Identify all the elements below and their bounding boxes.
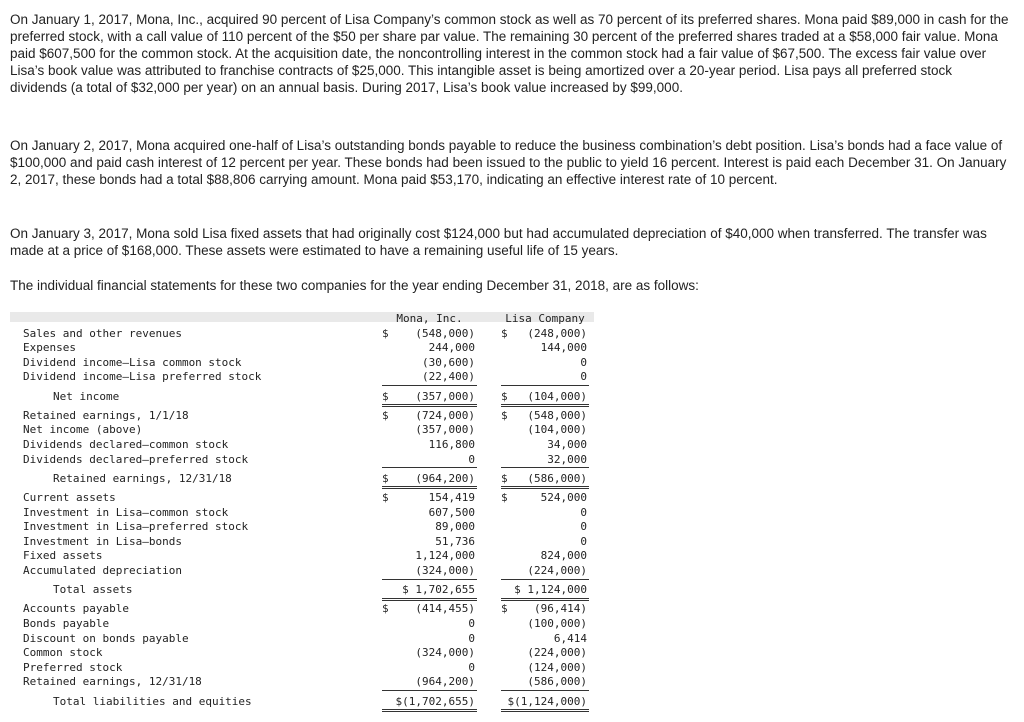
table-row [10,453,594,468]
lisa-value: 0 [580,534,587,548]
mona-value-cell [382,549,477,564]
table-row [10,583,594,598]
row-label: Expenses [23,341,76,355]
mona-value-cell [382,617,477,632]
row-label: Total assets [53,583,133,597]
dollar-sign: $ [382,326,389,340]
lisa-value: $ 1,124,000 [514,583,587,597]
table-row [10,535,594,550]
lisa-value: 6,414 [553,631,587,645]
lisa-value-cell [501,472,589,490]
mona-value-cell [382,438,477,453]
lisa-value: (124,000) [527,660,587,674]
lisa-value: $(1,124,000) [507,694,587,708]
table-row [10,646,594,661]
lisa-value: (248,000) [527,326,587,340]
paragraph-acquisition: On January 1, 2017, Mona, Inc., acquired 90 percent of Lisa Company’s common stock as well as 70 percent of its preferred shares. Mona paid $89,000 in cash for the preferred stock, with a call value of 110 percent of the $50 per share par value. The remaining 30 percent of the preferred shares traded at a $58,000 fair value. Mona paid $607,500 for the common stock. At the acquisition date, the noncontrolling interest in the common stock had a fair value of $67,500. The excess fair value over Lisa’s book value was attributed to franchise contracts of $25,000. This intangible asset is being amortized over a 20-year period. Lisa pays all preferred stock dividends (a total of $32,000 per year) on an annual basis. During 2017, Lisa’s book value increased by $99,000. [10,12,1009,95]
table-row [10,506,594,521]
lisa-value: (100,000) [527,617,587,630]
mona-value: (414,455) [415,602,475,616]
mona-value: 116,800 [428,438,475,451]
table-row [10,472,594,487]
row-label: Dividends declared—preferred stock [23,452,249,466]
table-row [10,695,594,710]
mona-value: (724,000) [415,408,475,422]
lisa-value-cell [501,646,589,661]
row-label: Dividend income—Lisa common stock [23,355,242,369]
mona-value-cell [382,356,477,371]
row-label: Common stock [23,646,103,660]
dollar-sign: $ [382,389,389,403]
mona-value: 0 [468,452,475,466]
dollar-sign: $ [382,491,389,504]
mona-value: (22,400) [422,370,475,384]
lisa-value-cell [501,564,589,580]
lisa-value-cell [501,520,589,535]
lisa-value-cell [501,423,589,438]
mona-value-cell [382,602,477,617]
mona-value-cell [382,409,477,424]
row-label: Current assets [23,491,116,504]
header-lisa: Lisa Company [505,312,585,325]
table-row [10,423,594,438]
mona-value-cell [382,583,477,601]
mona-value-cell [382,632,477,647]
mona-value-cell [382,370,477,386]
mona-value: (324,000) [415,646,475,660]
row-label: Retained earnings, 12/31/18 [53,471,232,485]
mona-value-cell [382,535,477,550]
dollar-sign: $ [501,491,508,504]
mona-value-cell [382,506,477,521]
mona-value: 0 [468,617,475,630]
mona-value: 0 [468,660,475,674]
row-label: Fixed assets [23,549,103,563]
row-label: Accumulated depreciation [23,564,182,577]
row-label: Dividend income—Lisa preferred stock [23,370,262,384]
table-row [10,661,594,676]
lisa-value: (586,000) [527,471,587,485]
mona-value-cell [382,675,477,691]
dollar-sign: $ [501,408,508,422]
table-header-row [10,312,594,327]
mona-value: (30,600) [422,355,475,369]
lisa-value-cell [501,370,589,386]
lisa-value: 0 [580,505,587,519]
lisa-value-cell [501,506,589,521]
row-label: Dividends declared—common stock [23,438,229,451]
lisa-value-cell [501,327,589,342]
lisa-value: (104,000) [527,389,587,403]
mona-value: 89,000 [435,520,475,534]
lisa-value-cell [501,438,589,453]
mona-value: $ 1,702,655 [402,583,475,597]
lisa-value: (586,000) [527,675,587,689]
mona-value-cell [382,695,477,713]
table-row [10,564,594,579]
mona-value: 154,419 [428,491,475,504]
table-row [10,491,594,506]
table-row [10,549,594,564]
lisa-value-cell [501,632,589,647]
row-label: Retained earnings, 12/31/18 [23,675,202,689]
table-row [10,327,594,342]
mona-value: (548,000) [415,326,475,340]
table-row [10,632,594,647]
lisa-value-cell [501,390,589,408]
table-row [10,617,594,632]
paragraph-fixed-assets: On January 3, 2017, Mona sold Lisa fixed assets that had originally cost $124,000 but had accumulated depreciation of $40,000 when transferred. The transfer was made at a price of $168,000. These assets were estimated to have a remaining useful life of 15 years. [10,226,987,258]
lisa-value-cell [501,409,589,424]
lisa-value-cell [501,675,589,691]
row-label: Retained earnings, 1/1/18 [23,408,189,422]
dollar-sign: $ [501,326,508,340]
table-row [10,341,594,356]
row-label: Discount on bonds payable [23,631,189,645]
lisa-value: 0 [580,355,587,369]
lisa-value-cell [501,535,589,550]
lisa-value: (224,000) [527,564,587,577]
mona-value: 51,736 [435,534,475,548]
lisa-value-cell [501,341,589,356]
row-label: Sales and other revenues [23,326,182,340]
mona-value: (964,200) [415,675,475,689]
lisa-value: 0 [580,370,587,384]
mona-value-cell [382,661,477,676]
dollar-sign: $ [501,389,508,403]
lisa-value: 0 [580,520,587,534]
lisa-value-cell [501,695,589,713]
lisa-value: 824,000 [540,549,587,563]
lisa-value-cell [501,491,589,506]
mona-value: 607,500 [428,505,475,519]
mona-value-cell [382,491,477,506]
lisa-value: (104,000) [527,423,587,437]
mona-value-cell [382,646,477,661]
lisa-value-cell [501,453,589,469]
mona-value-cell [382,564,477,580]
row-label: Investment in Lisa—preferred stock [23,520,249,534]
lisa-value: 144,000 [540,341,587,355]
mona-value-cell [382,520,477,535]
dollar-sign: $ [501,471,508,485]
row-label: Net income [53,389,120,403]
header-mona: Mona, Inc. [396,312,463,325]
table-row [10,390,594,405]
lisa-value-cell [501,661,589,676]
mona-value: (357,000) [415,389,475,403]
table-row [10,520,594,535]
lisa-value-cell [501,602,589,617]
row-label: Accounts payable [23,602,129,616]
mona-value: (964,200) [415,471,475,485]
table-row [10,409,594,424]
row-label: Bonds payable [23,617,110,630]
dollar-sign: $ [382,408,389,422]
lisa-value: (548,000) [527,408,587,422]
mona-value: 244,000 [428,341,475,355]
lisa-value: 32,000 [547,452,587,466]
table-row [10,602,594,617]
table-row [10,438,594,453]
mona-value: $(1,702,655) [395,694,475,708]
lisa-value-cell [501,356,589,371]
row-label: Preferred stock [23,660,123,674]
mona-value-cell [382,453,477,469]
mona-value: (324,000) [415,564,475,577]
mona-value-cell [382,341,477,356]
row-label: Total liabilities and equities [53,694,252,708]
dollar-sign: $ [501,602,508,616]
paragraph-bonds: On January 2, 2017, Mona acquired one-half of Lisa’s outstanding bonds payable to reduce the business combination’s debt position. Lisa’s bonds had a face value of $100,000 and paid cash interest of 12 percent per year. These bonds had been issued to the public to yield 16 percent. Interest is paid each December 31. On January 2, 2017, these bonds had a total $88,806 carrying amount. Mona paid $53,170, indicating an effective interest rate of 10 percent. [10,138,1007,187]
mona-value-cell [382,472,477,490]
lisa-value: (96,414) [534,602,587,616]
row-label: Investment in Lisa—common stock [23,505,229,519]
mona-value-cell [382,423,477,438]
dollar-sign: $ [382,471,389,485]
lisa-value: 524,000 [540,491,587,504]
mona-value-cell [382,390,477,408]
table-row [10,675,594,690]
mona-value: 1,124,000 [415,549,475,563]
dollar-sign: $ [382,602,389,616]
row-label: Net income (above) [23,423,143,437]
row-label: Investment in Lisa—bonds [23,534,182,548]
mona-value: 0 [468,631,475,645]
table-row [10,356,594,371]
lisa-value-cell [501,583,589,601]
lisa-value: (224,000) [527,646,587,660]
paragraph-statement-intro: The individual financial statements for these two companies for the year ending December 31, 2018, are as follows: [10,278,699,293]
mona-value-cell [382,327,477,342]
lisa-value-cell [501,549,589,564]
lisa-value-cell [501,617,589,632]
lisa-value: 34,000 [547,438,587,451]
table-row [10,370,594,385]
mona-value: (357,000) [415,423,475,437]
financial-statements-table [10,312,594,712]
